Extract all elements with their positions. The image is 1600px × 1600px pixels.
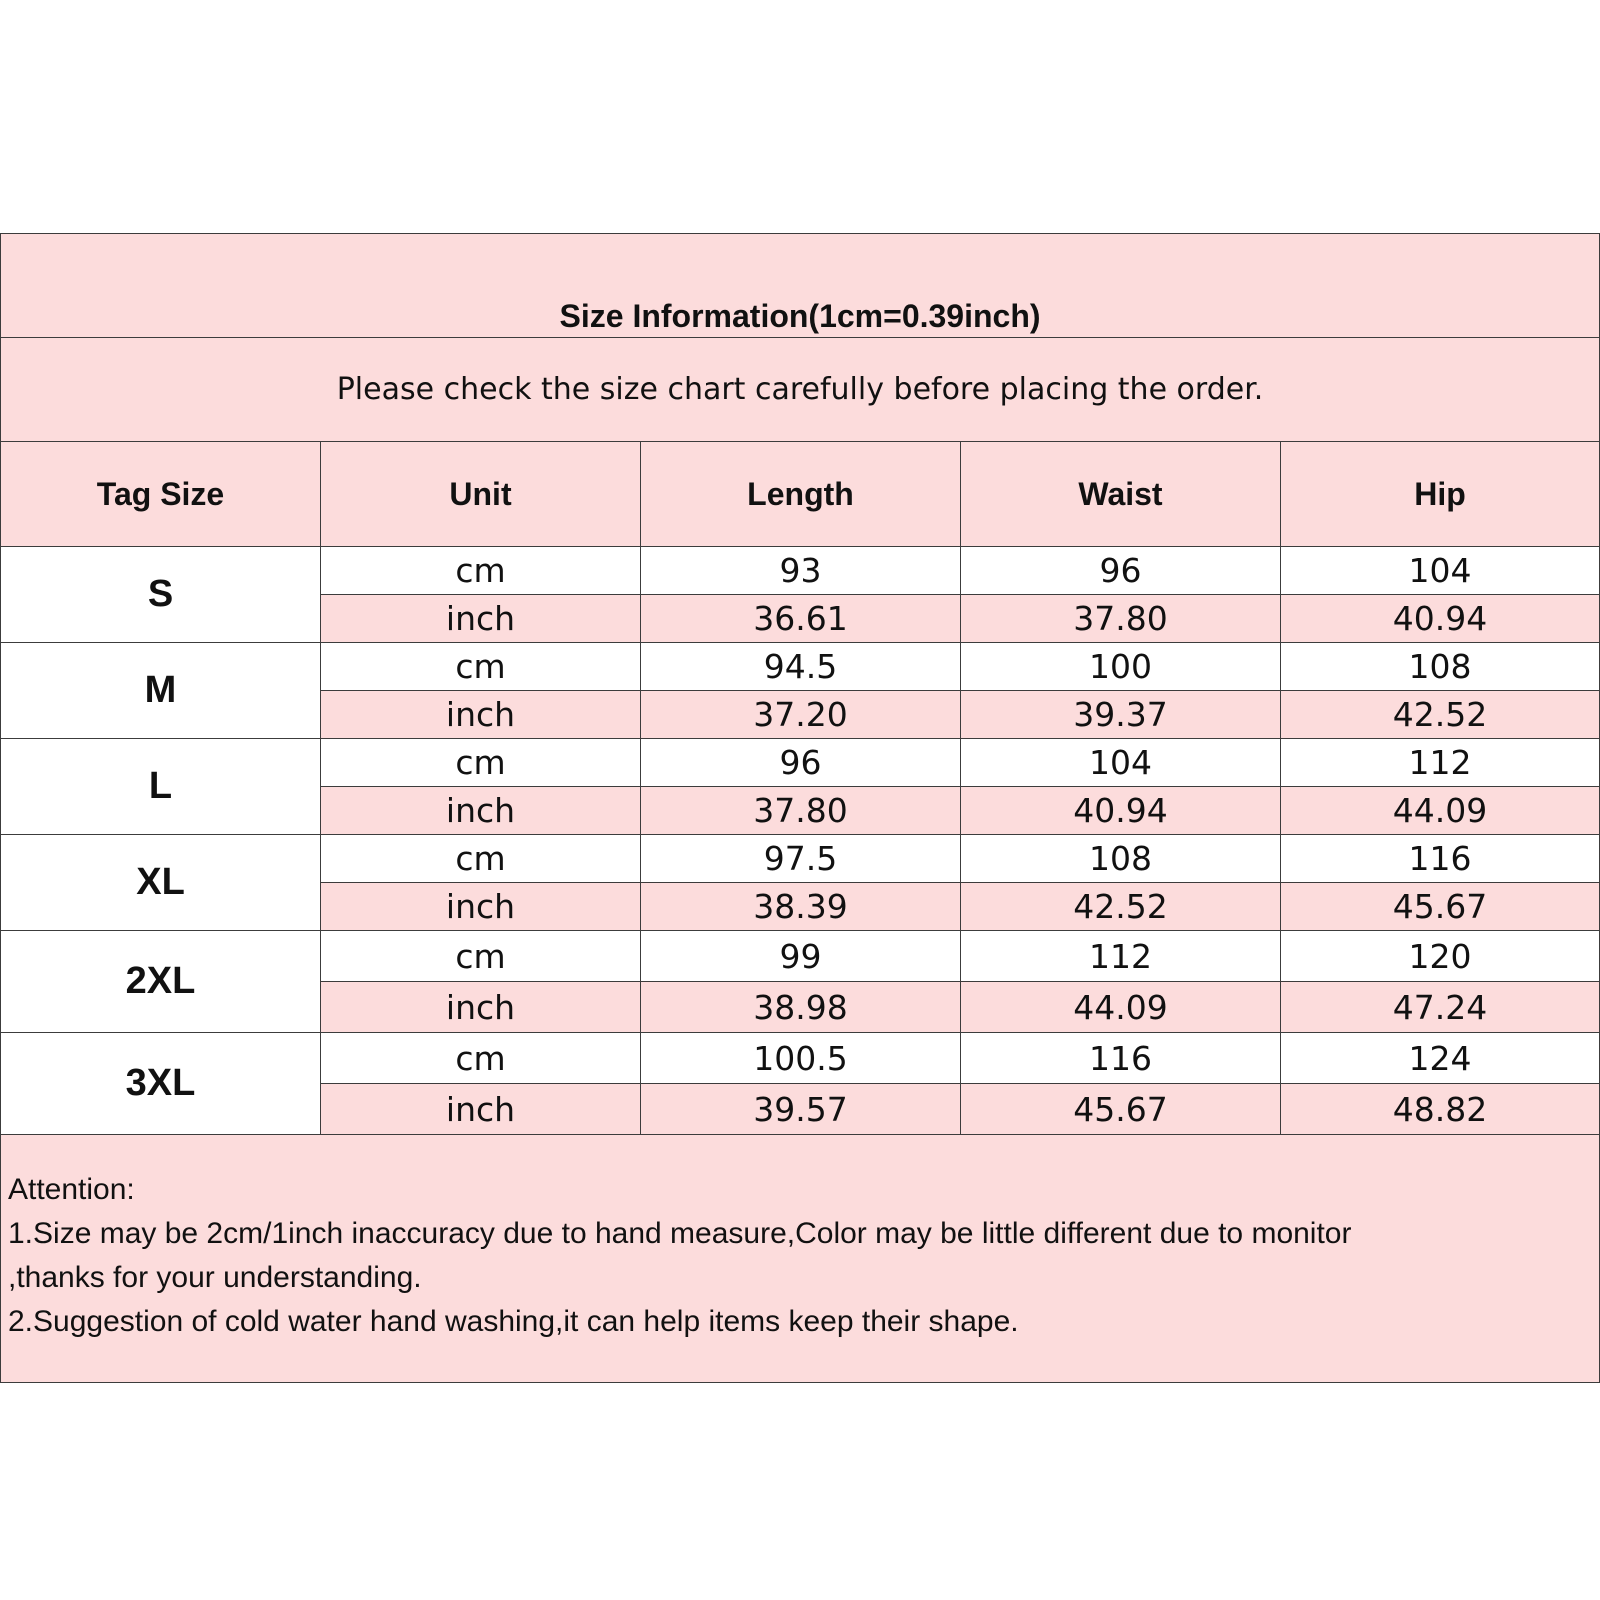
waist-cell: 100: [961, 643, 1281, 691]
hip-cell: 42.52: [1281, 691, 1600, 739]
waist-cell: 104: [961, 739, 1281, 787]
length-cell: 36.61: [641, 595, 961, 643]
waist-cell: 96: [961, 547, 1281, 595]
header-tag-size: Tag Size: [1, 442, 321, 547]
hip-cell: 116: [1281, 835, 1600, 883]
header-unit: Unit: [321, 442, 641, 547]
hip-cell: 104: [1281, 547, 1600, 595]
hip-cell: 112: [1281, 739, 1600, 787]
waist-cell: 37.80: [961, 595, 1281, 643]
header-length: Length: [641, 442, 961, 547]
unit-cell: inch: [321, 691, 641, 739]
length-cell: 100.5: [641, 1033, 961, 1084]
waist-cell: 40.94: [961, 787, 1281, 835]
waist-cell: 39.37: [961, 691, 1281, 739]
length-cell: 39.57: [641, 1084, 961, 1135]
length-cell: 99: [641, 931, 961, 982]
notes-row: [1, 1135, 1600, 1383]
hip-cell: 40.94: [1281, 595, 1600, 643]
table-row: [1, 643, 1600, 691]
unit-cell: cm: [321, 1033, 641, 1084]
unit-cell: cm: [321, 931, 641, 982]
tag-size-cell: S: [1, 547, 321, 643]
tag-size-cell: 3XL: [1, 1033, 321, 1135]
unit-cell: cm: [321, 739, 641, 787]
waist-cell: 45.67: [961, 1084, 1281, 1135]
tag-size-cell: M: [1, 643, 321, 739]
unit-cell: inch: [321, 883, 641, 931]
waist-cell: 42.52: [961, 883, 1281, 931]
unit-cell: inch: [321, 787, 641, 835]
waist-cell: 108: [961, 835, 1281, 883]
length-cell: 93: [641, 547, 961, 595]
notes-heading: Attention:: [8, 1173, 135, 1206]
note-line-1-continued: ,thanks for your understanding.: [8, 1261, 422, 1294]
unit-cell: inch: [321, 982, 641, 1033]
length-cell: 38.39: [641, 883, 961, 931]
hip-cell: 48.82: [1281, 1084, 1600, 1135]
hip-cell: 124: [1281, 1033, 1600, 1084]
attention-notes: [1, 1135, 1600, 1383]
tag-size-cell: 2XL: [1, 931, 321, 1033]
length-cell: 96: [641, 739, 961, 787]
title-row: [1, 234, 1600, 338]
unit-cell: cm: [321, 643, 641, 691]
size-chart-table: [0, 233, 1600, 1383]
hip-cell: 108: [1281, 643, 1600, 691]
chart-subtitle: Please check the size chart carefully before placing the order.: [1, 338, 1600, 442]
hip-cell: 120: [1281, 931, 1600, 982]
table-row: [1, 547, 1600, 595]
length-cell: 37.20: [641, 691, 961, 739]
subtitle-row: [1, 338, 1600, 442]
hip-cell: 44.09: [1281, 787, 1600, 835]
unit-cell: cm: [321, 835, 641, 883]
hip-cell: 45.67: [1281, 883, 1600, 931]
table-row: [1, 835, 1600, 883]
header-hip: Hip: [1281, 442, 1600, 547]
waist-cell: 44.09: [961, 982, 1281, 1033]
unit-cell: inch: [321, 1084, 641, 1135]
hip-cell: 47.24: [1281, 982, 1600, 1033]
tag-size-cell: XL: [1, 835, 321, 931]
header-waist: Waist: [961, 442, 1281, 547]
note-line-1: 1.Size may be 2cm/1inch inaccuracy due to hand measure,Color may be little different due to monitor: [8, 1217, 1352, 1250]
unit-cell: cm: [321, 547, 641, 595]
waist-cell: 112: [961, 931, 1281, 982]
table-row: [1, 931, 1600, 982]
tag-size-cell: L: [1, 739, 321, 835]
note-line-2: 2.Suggestion of cold water hand washing,it can help items keep their shape.: [8, 1305, 1019, 1338]
chart-title-cell: [1, 234, 1600, 338]
length-cell: 97.5: [641, 835, 961, 883]
table-row: [1, 1033, 1600, 1084]
length-cell: 37.80: [641, 787, 961, 835]
length-cell: 38.98: [641, 982, 961, 1033]
chart-title: Size Information(1cm=0.39inch): [559, 298, 1041, 334]
length-cell: 94.5: [641, 643, 961, 691]
waist-cell: 116: [961, 1033, 1281, 1084]
header-row: [1, 442, 1600, 547]
table-row: [1, 739, 1600, 787]
unit-cell: inch: [321, 595, 641, 643]
